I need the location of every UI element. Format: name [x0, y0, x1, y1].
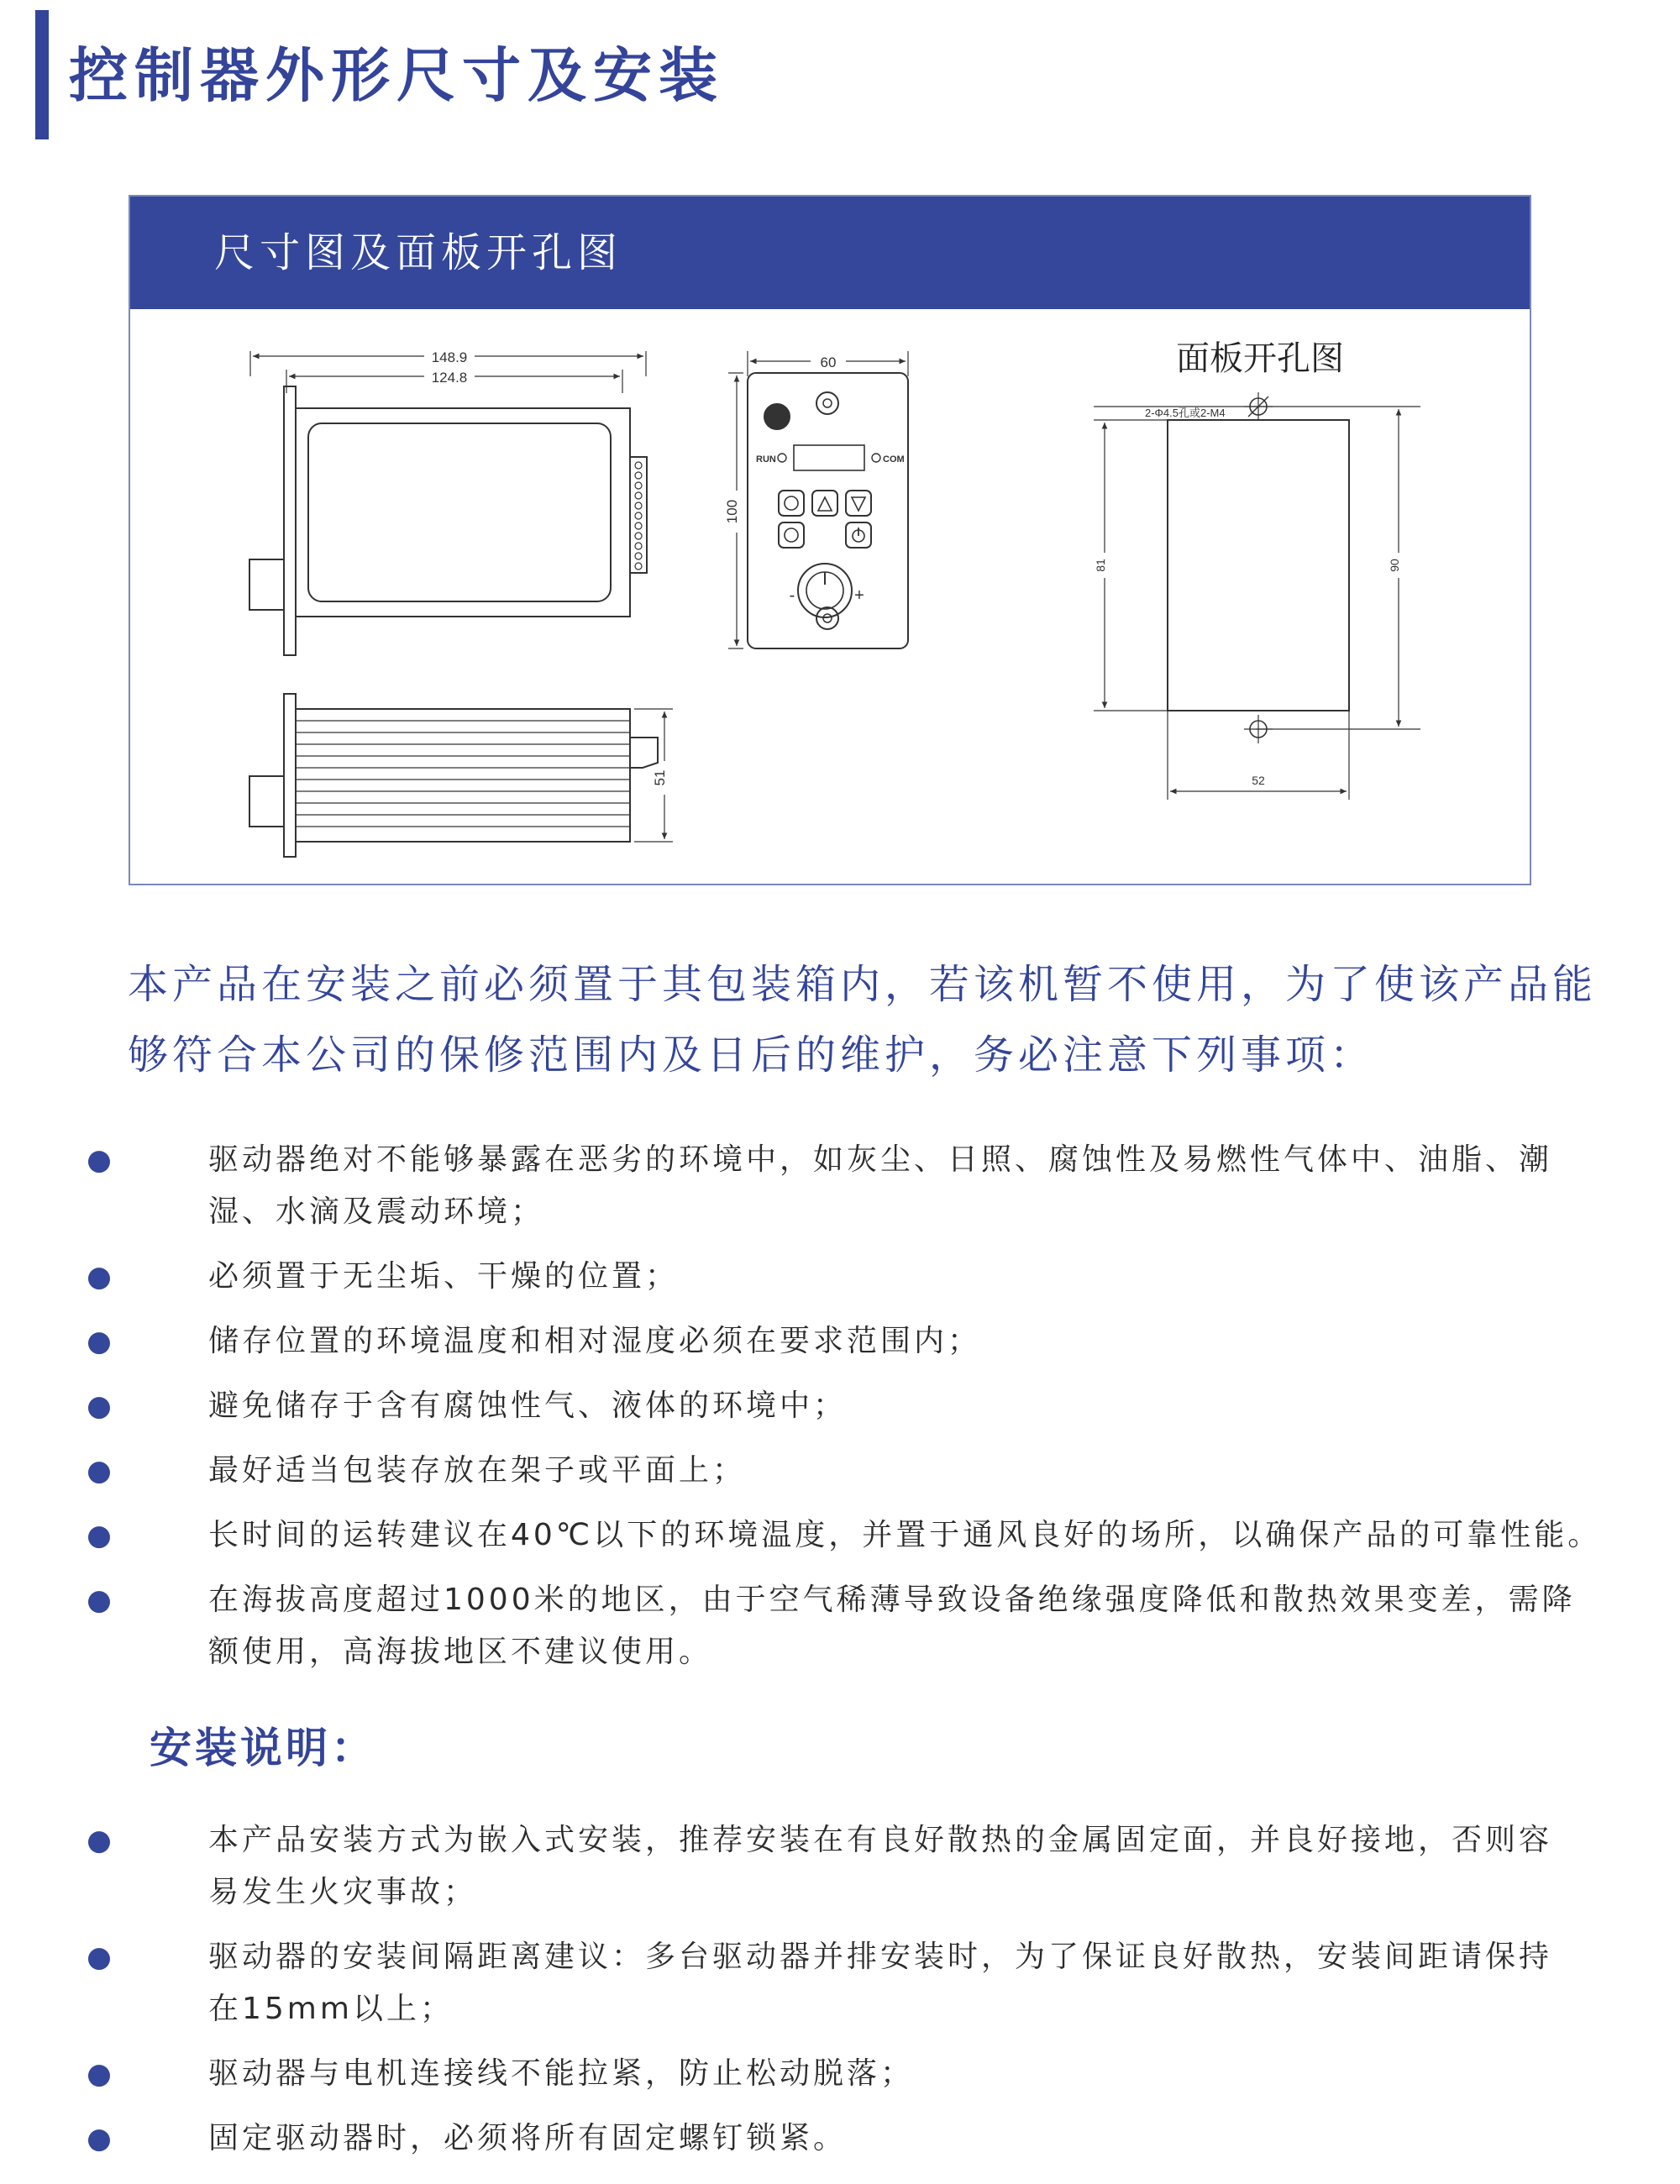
- side-view-drawing: [249, 351, 647, 655]
- front-panel-drawing: [728, 351, 908, 648]
- dim-face-width: 60: [820, 354, 837, 370]
- bullet-icon: ●: [87, 1143, 115, 1177]
- list-item: ● 长时间的运转建议在40℃以下的环境温度，并置于通风良好的场所，以确保产品的可靠性能。: [208, 1509, 1653, 1562]
- bottom-view-drawing: [249, 694, 673, 857]
- list-item: ● 固定驱动器时，必须将所有固定螺钉锁紧。: [208, 2113, 1653, 2165]
- panel-cutout-drawing: [1094, 392, 1420, 800]
- list-item: ● 储存位置的环境温度和相对湿度必须在要求范围内；: [208, 1315, 1653, 1368]
- drawing-header-title: 尺寸图及面板开孔图: [214, 229, 623, 276]
- bullet-icon: ●: [87, 1519, 115, 1552]
- bullet-icon: ●: [87, 1940, 115, 1974]
- bullet-icon: ●: [87, 2057, 115, 2091]
- drawing-header: [130, 197, 1530, 309]
- list-item: ● 最好适当包装存放在架子或平面上；: [208, 1445, 1653, 1497]
- list-item: ● 必须置于无尘垢、干燥的位置；: [208, 1251, 1653, 1303]
- dim-bottom-height: 51: [652, 769, 668, 786]
- dim-cutout-outer-height: 90: [1388, 559, 1401, 572]
- bullet-icon: ●: [87, 1454, 115, 1488]
- knob-plus-label: +: [854, 586, 864, 605]
- dim-cutout-inner-height: 81: [1094, 559, 1107, 572]
- list-item: ● 在海拔高度超过1000米的地区，由于空气稀薄导致设备绝缘强度降低和散热效果变差，需降 额使用，高海拔地区不建议使用。: [208, 1574, 1653, 1678]
- install-notes-list: [87, 1814, 1653, 2177]
- bullet-icon: ●: [87, 1325, 115, 1358]
- dim-face-height: 100: [724, 499, 740, 524]
- technical-drawing: [130, 309, 1530, 884]
- bullet-icon: ●: [87, 1389, 115, 1423]
- list-item: ● 驱动器绝对不能够暴露在恶劣的环境中，如灰尘、日照、腐蚀性及易燃性气体中、油脂、潮 湿、水滴及震动环境；: [208, 1134, 1653, 1238]
- cutout-hole-spec: 2-Φ4.5孔或2-M4: [1145, 407, 1226, 419]
- title-accent-bar: [35, 10, 49, 139]
- intro-paragraph: [128, 949, 1640, 1090]
- list-item: ● 驱动器与电机连接线不能拉紧，防止松动脱落；: [208, 2048, 1653, 2100]
- dim-body-length: 124.8: [431, 370, 468, 386]
- bullet-icon: ●: [87, 1260, 115, 1294]
- dimension-drawing-panel: [129, 195, 1531, 885]
- dim-cutout-width: 52: [1252, 774, 1265, 787]
- run-indicator-label: RUN: [756, 454, 776, 465]
- bullet-icon: ●: [87, 2122, 115, 2155]
- terminal-pins: [635, 462, 642, 570]
- panel-cutout-title: 面板开孔图: [1176, 340, 1344, 377]
- knob-minus-label: -: [789, 586, 795, 605]
- list-item: ● 避免储存于含有腐蚀性气、液体的环境中；: [208, 1380, 1653, 1432]
- list-item: ● 本产品安装方式为嵌入式安装，推荐安装在有良好散热的金属固定面，并良好接地，否则容 易发生火灾事故；: [208, 1814, 1653, 1919]
- intro-line: 本产品在安装之前必须置于其包装箱内，若该机暂不使用，为了使该产品能: [128, 961, 1598, 1008]
- bullet-icon: ●: [87, 1583, 115, 1617]
- dim-overall-length: 148.9: [431, 349, 468, 365]
- storage-notes-list: [87, 1134, 1653, 1691]
- page-title: 控制器外形尺寸及安装: [69, 41, 724, 110]
- bullet-icon: ●: [87, 1824, 115, 1857]
- com-indicator-label: COM: [883, 454, 905, 465]
- intro-line: 够符合本公司的保修范围内及日后的维护，务必注意下列事项：: [128, 1032, 1375, 1079]
- install-section-title: 安装说明：: [150, 1724, 376, 1772]
- list-item: ● 驱动器的安装间隔距离建议：多台驱动器并排安装时，为了保证良好散热，安装间距请保持 在15mm以上；: [208, 1931, 1653, 2035]
